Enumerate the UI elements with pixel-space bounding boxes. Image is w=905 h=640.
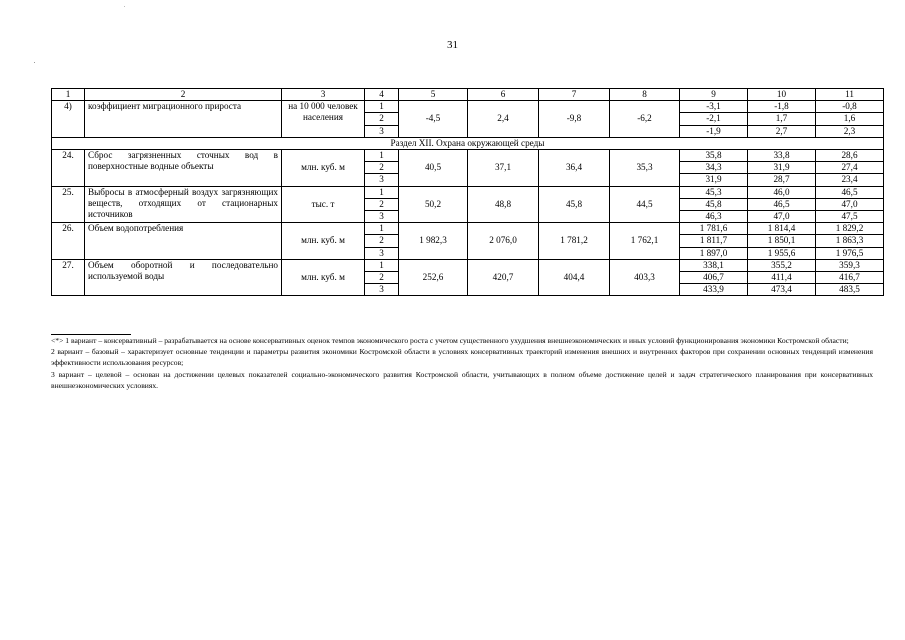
unit-cell: тыс. т bbox=[282, 186, 365, 223]
value-cell: 37,1 bbox=[468, 150, 539, 187]
value-cell: 2,4 bbox=[468, 101, 539, 138]
value-cell: 404,4 bbox=[539, 259, 610, 296]
indicator-name: коэффициент миграционного прироста bbox=[85, 101, 282, 138]
variant-cell: 2 bbox=[365, 272, 399, 284]
value-cell: 23,4 bbox=[816, 174, 884, 186]
value-cell: 44,5 bbox=[610, 186, 680, 223]
header-cell: 2 bbox=[85, 89, 282, 101]
value-cell: -3,1 bbox=[680, 101, 748, 113]
table-row bbox=[52, 223, 884, 235]
value-cell: -1,8 bbox=[748, 101, 816, 113]
scan-speck bbox=[34, 62, 35, 63]
value-cell: 420,7 bbox=[468, 259, 539, 296]
value-cell: 28,7 bbox=[748, 174, 816, 186]
value-cell: -4,5 bbox=[399, 101, 468, 138]
value-cell: 28,6 bbox=[816, 150, 884, 162]
value-cell: 46,5 bbox=[816, 186, 884, 198]
row-number: 27. bbox=[52, 259, 85, 296]
variant-cell: 2 bbox=[365, 235, 399, 247]
value-cell: 1 814,4 bbox=[748, 223, 816, 235]
value-cell: 47,5 bbox=[816, 211, 884, 223]
unit-cell: млн. куб. м bbox=[282, 223, 365, 260]
variant-cell: 1 bbox=[365, 186, 399, 198]
header-cell: 1 bbox=[52, 89, 85, 101]
value-cell: 35,3 bbox=[610, 150, 680, 187]
value-cell: 2 076,0 bbox=[468, 223, 539, 260]
footnotes bbox=[51, 334, 873, 391]
value-cell: 1 781,2 bbox=[539, 223, 610, 260]
indicator-name: Выбросы в атмосферный воздух загрязняющих веществ, отходящих от стационарных источников bbox=[85, 186, 282, 223]
value-cell: 1 850,1 bbox=[748, 235, 816, 247]
value-cell: 45,8 bbox=[539, 186, 610, 223]
value-cell: 1 781,6 bbox=[680, 223, 748, 235]
value-cell: -9,8 bbox=[539, 101, 610, 138]
header-cell: 9 bbox=[680, 89, 748, 101]
value-cell: 338,1 bbox=[680, 259, 748, 271]
variant-cell: 2 bbox=[365, 162, 399, 174]
value-cell: 1 863,3 bbox=[816, 235, 884, 247]
value-cell: 27,4 bbox=[816, 162, 884, 174]
value-cell: 406,7 bbox=[680, 272, 748, 284]
unit-cell: млн. куб. м bbox=[282, 150, 365, 187]
value-cell: 45,8 bbox=[680, 198, 748, 210]
value-cell: 252,6 bbox=[399, 259, 468, 296]
unit-cell: на 10 000 человек населения bbox=[282, 101, 365, 138]
value-cell: 355,2 bbox=[748, 259, 816, 271]
variant-cell: 3 bbox=[365, 284, 399, 296]
value-cell: 47,0 bbox=[816, 198, 884, 210]
footnote: 3 вариант – целевой – основан на достижении целевых показателей социально-экономического развития Костромской области, учитывающих в полном объеме достижение целей и задач стратегического планирования при консервативных внешнеэкономических условиях. bbox=[51, 369, 873, 390]
value-cell: 473,4 bbox=[748, 284, 816, 296]
value-cell: 33,8 bbox=[748, 150, 816, 162]
unit-cell: млн. куб. м bbox=[282, 259, 365, 296]
row-number: 25. bbox=[52, 186, 85, 223]
value-cell: 1 829,2 bbox=[816, 223, 884, 235]
value-cell: -1,9 bbox=[680, 125, 748, 137]
value-cell: 433,9 bbox=[680, 284, 748, 296]
table-row bbox=[52, 150, 884, 162]
value-cell: 35,8 bbox=[680, 150, 748, 162]
page-number: 31 bbox=[447, 39, 458, 51]
value-cell: 1 976,5 bbox=[816, 247, 884, 259]
value-cell: 36,4 bbox=[539, 150, 610, 187]
value-cell: 46,5 bbox=[748, 198, 816, 210]
variant-cell: 3 bbox=[365, 174, 399, 186]
value-cell: -2,1 bbox=[680, 113, 748, 125]
value-cell: 34,3 bbox=[680, 162, 748, 174]
header-row bbox=[52, 89, 884, 101]
value-cell: 46,3 bbox=[680, 211, 748, 223]
value-cell: 403,3 bbox=[610, 259, 680, 296]
value-cell: 50,2 bbox=[399, 186, 468, 223]
value-cell: 31,9 bbox=[680, 174, 748, 186]
header-cell: 11 bbox=[816, 89, 884, 101]
variant-cell: 3 bbox=[365, 247, 399, 259]
header-cell: 10 bbox=[748, 89, 816, 101]
value-cell: 40,5 bbox=[399, 150, 468, 187]
value-cell: 47,0 bbox=[748, 211, 816, 223]
variant-cell: 3 bbox=[365, 125, 399, 137]
row-number: 4) bbox=[52, 101, 85, 138]
variant-cell: 1 bbox=[365, 101, 399, 113]
variant-cell: 3 bbox=[365, 211, 399, 223]
header-cell: 7 bbox=[539, 89, 610, 101]
scan-speck bbox=[124, 6, 125, 7]
indicator-name: Объем оборотной и последовательно используемой воды bbox=[85, 259, 282, 296]
footnote: 2 вариант – базовый – характеризует основные тенденции и параметры развития экономики Костромской области в условиях консервативных траекторий изменения внешних и внутренних факторов при сохранении основных тенденций изменения эффективности использования ресурсов; bbox=[51, 347, 873, 368]
footnote: <*> 1 вариант – консервативный – разрабатывается на основе консервативных оценок темпов экономического роста с учетом существенного ухудшения внешнеэкономических и иных условий функционирования экономики Костромской области; bbox=[51, 336, 849, 345]
table-row bbox=[52, 259, 884, 271]
header-cell: 6 bbox=[468, 89, 539, 101]
row-number: 24. bbox=[52, 150, 85, 187]
value-cell: 46,0 bbox=[748, 186, 816, 198]
value-cell: -0,8 bbox=[816, 101, 884, 113]
value-cell: 416,7 bbox=[816, 272, 884, 284]
indicator-name: Сброс загрязненных сточных вод в поверхностные водные объекты bbox=[85, 150, 282, 187]
header-cell: 5 bbox=[399, 89, 468, 101]
table-row bbox=[52, 101, 884, 113]
value-cell: 1 982,3 bbox=[399, 223, 468, 260]
indicator-name: Объем водопотребления bbox=[85, 223, 282, 260]
value-cell: 1 897,0 bbox=[680, 247, 748, 259]
header-cell: 8 bbox=[610, 89, 680, 101]
value-cell: 483,5 bbox=[816, 284, 884, 296]
value-cell: 359,3 bbox=[816, 259, 884, 271]
value-cell: 1 955,6 bbox=[748, 247, 816, 259]
value-cell: 411,4 bbox=[748, 272, 816, 284]
section-title: Раздел XII. Охрана окружающей среды bbox=[52, 137, 884, 149]
value-cell: 1 811,7 bbox=[680, 235, 748, 247]
table-row bbox=[52, 186, 884, 198]
section-row bbox=[52, 137, 884, 149]
variant-cell: 1 bbox=[365, 150, 399, 162]
value-cell: 1,7 bbox=[748, 113, 816, 125]
variant-cell: 1 bbox=[365, 223, 399, 235]
value-cell: -6,2 bbox=[610, 101, 680, 138]
header-cell: 4 bbox=[365, 89, 399, 101]
value-cell: 2,7 bbox=[748, 125, 816, 137]
value-cell: 45,3 bbox=[680, 186, 748, 198]
row-number: 26. bbox=[52, 223, 85, 260]
header-cell: 3 bbox=[282, 89, 365, 101]
value-cell: 1,6 bbox=[816, 113, 884, 125]
value-cell: 31,9 bbox=[748, 162, 816, 174]
value-cell: 48,8 bbox=[468, 186, 539, 223]
variant-cell: 2 bbox=[365, 198, 399, 210]
value-cell: 1 762,1 bbox=[610, 223, 680, 260]
value-cell: 2,3 bbox=[816, 125, 884, 137]
statistics-table bbox=[51, 88, 884, 296]
variant-cell: 1 bbox=[365, 259, 399, 271]
variant-cell: 2 bbox=[365, 113, 399, 125]
